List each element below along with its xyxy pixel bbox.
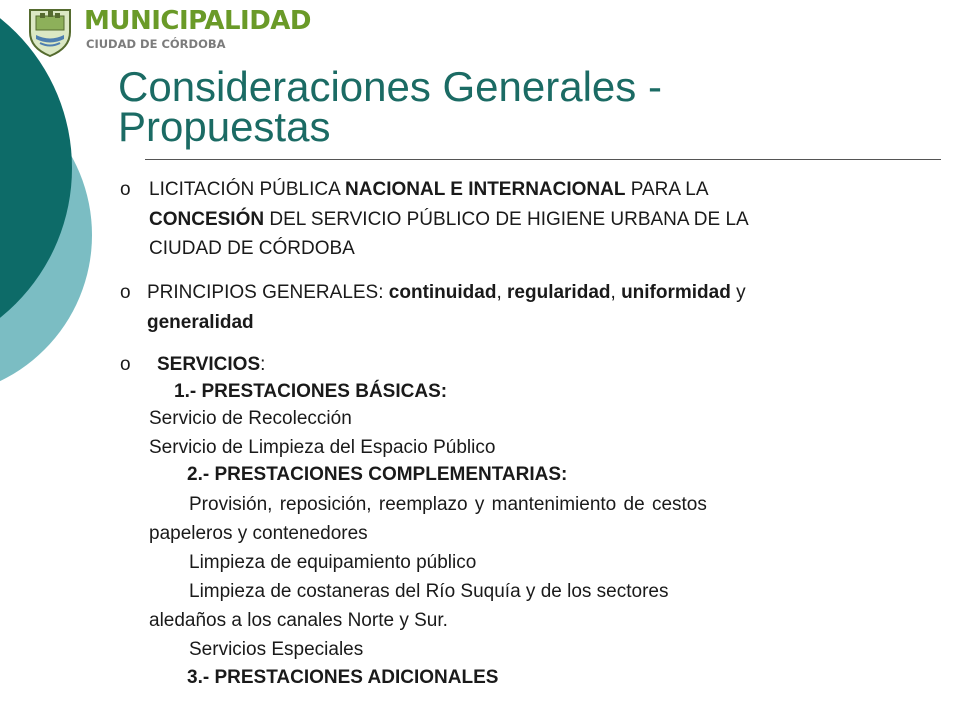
text-run: :: [260, 354, 266, 375]
complementarias-item: papeleros y contenedores: [149, 523, 368, 544]
slide-title-line-1: Consideraciones Generales -: [118, 63, 662, 110]
emphasis-run: NACIONAL E INTERNACIONAL: [345, 179, 626, 200]
text-run: y: [730, 282, 746, 303]
licitacion-line-3: CIUDAD DE CÓRDOBA: [149, 238, 355, 259]
basicas-heading: [174, 378, 447, 406]
emphasis-run: generalidad: [147, 312, 254, 333]
principios-line-2: [147, 309, 254, 337]
emphasis-run: 1.- PRESTACIONES BÁSICAS:: [174, 381, 448, 402]
text-run: PRINCIPIOS GENERALES:: [147, 282, 389, 303]
bullet-marker: o: [120, 282, 131, 303]
basicas-item: Servicio de Limpieza del Espacio Público: [149, 437, 496, 458]
text-run: PARA LA: [625, 179, 709, 200]
complementarias-item: Servicios Especiales: [189, 639, 364, 660]
text-run: DEL SERVICIO PÚBLICO DE HIGIENE URBANA DE LA: [264, 209, 749, 230]
complementarias-item: Limpieza de equipamiento público: [189, 552, 477, 573]
basicas-item: Servicio de Recolección: [149, 408, 352, 429]
slide-title-line-2: Propuestas: [118, 103, 331, 150]
emphasis-run: continuidad: [388, 282, 497, 303]
emphasis-run: 3.- PRESTACIONES ADICIONALES: [187, 667, 499, 688]
logo-name: MUNICIPALIDAD: [84, 6, 311, 36]
text-run: LICITACIÓN PÚBLICA: [149, 179, 346, 200]
bullet-marker: o: [120, 179, 131, 200]
emphasis-run: regularidad: [507, 282, 611, 303]
text-run: ,: [610, 282, 622, 303]
logo-subtitle: CIUDAD DE CÓRDOBA: [86, 37, 226, 51]
emphasis-run: uniformidad: [621, 282, 731, 303]
emphasis-run: 2.- PRESTACIONES COMPLEMENTARIAS:: [187, 464, 568, 485]
principios-line-1: [147, 279, 746, 307]
licitacion-line-2: [149, 206, 749, 234]
complementarias-item: aledaños a los canales Norte y Sur.: [149, 610, 448, 631]
licitacion-line-1: [149, 176, 709, 204]
complementarias-item: Limpieza de costaneras del Río Suquía y de los sectores: [189, 581, 669, 602]
complementarias-heading: [187, 461, 567, 489]
adicionales-heading: [187, 664, 498, 692]
emphasis-run: SERVICIOS: [157, 354, 261, 375]
complementarias-item: Provisión, reposición, reemplazo y mantenimiento de cestos: [189, 494, 707, 515]
text-run: ,: [496, 282, 508, 303]
bullet-marker: o: [120, 354, 131, 375]
servicios-heading: [157, 351, 265, 379]
emphasis-run: CONCESIÓN: [149, 209, 265, 230]
